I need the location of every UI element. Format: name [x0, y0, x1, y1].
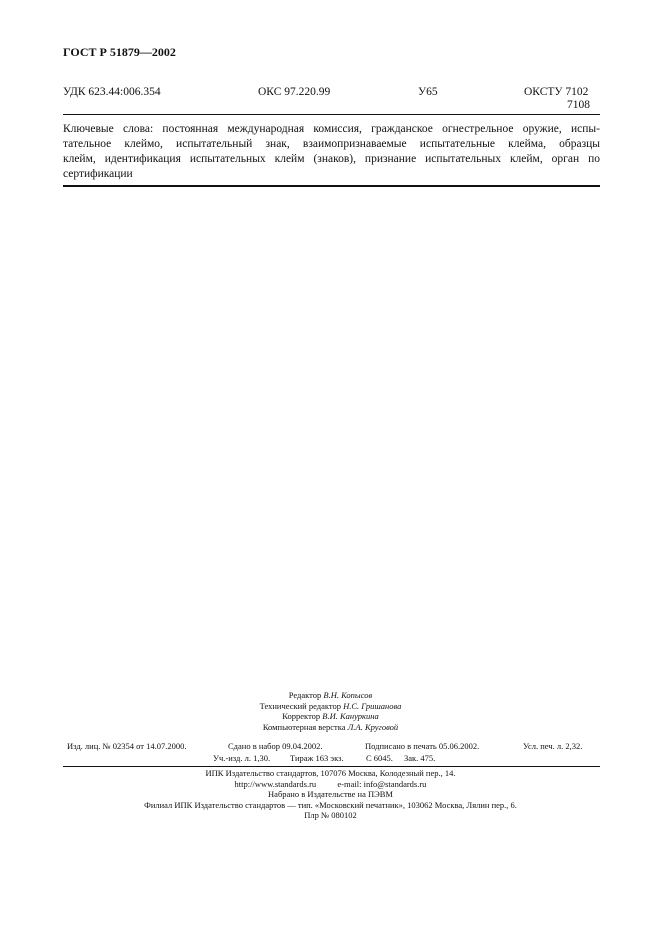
divider-top: [63, 114, 600, 115]
credit-layout: Компьютерная верстка Л.А. Круговой: [262, 721, 399, 732]
udk-code: УДК 623.44:006.354: [63, 86, 161, 98]
keywords-line: тательное клеймо, испытательный знак, взаимопризнаваемые испытательные клейма, образцы: [63, 138, 600, 150]
printer-url: http://www.standards.ru: [234, 778, 317, 789]
divider-bottom: [63, 766, 600, 767]
pub-license: Изд. лиц. № 02354 от 14.07.2000.: [67, 741, 187, 751]
divider-keywords: [63, 185, 600, 187]
printer-contacts: [0, 779, 661, 790]
credit-tech-editor: Технический редактор Н.С. Гришанова: [259, 700, 402, 711]
pub-circulation: Тираж 163 экз.: [290, 753, 344, 763]
pub-signed-date: Подписано в печать 05.06.2002.: [365, 741, 480, 751]
group-code: У65: [418, 86, 438, 98]
okstu-code-1: ОКСТУ 7102: [524, 86, 589, 98]
printer-license: Плр № 080102: [304, 810, 357, 820]
pub-typeset-date: Сдано в набор 09.04.2002.: [228, 741, 323, 751]
credits-block: [0, 690, 661, 732]
okstu-code-2: 7108: [567, 99, 590, 111]
keywords-line: сертификации: [63, 168, 133, 180]
keywords-line: Ключевые слова: постоянная международная комиссия, гражданское огнестрельное оружие, испы-: [63, 123, 600, 135]
credit-corrector: Корректор В.И. Кануркина: [282, 711, 379, 721]
pub-print-sheets: Усл. печ. л. 2,32.: [523, 741, 583, 751]
printer-branch: Филиал ИПК Издательство стандартов — тип. «Московский печатник», 103062 Москва, Лялин пер., 6.: [144, 799, 517, 810]
oks-code: ОКС 97.220.99: [258, 86, 331, 98]
standard-title: ГОСТ Р 51879—2002: [63, 45, 176, 59]
printer-address: ИПК Издательство стандартов, 107076 Москва, Колодезный пер., 14.: [205, 768, 456, 778]
pub-order-number: Зак. 475.: [404, 753, 436, 763]
credit-editor: Редактор В.Н. Копысов: [288, 690, 373, 700]
keywords-block: [63, 122, 600, 182]
printer-block: [0, 768, 661, 821]
printer-email: e-mail: info@standards.ru: [337, 778, 427, 789]
pub-publisher-sheets: Уч.-изд. л. 1,30.: [213, 753, 271, 763]
pub-c-number: С 6045.: [366, 753, 393, 763]
keywords-line: клейм, идентификация испытательных клейм (знаков), признание испытательных клейм, орган по: [63, 153, 600, 165]
printer-typeset-note: Набрано в Издательстве на ПЭВМ: [268, 789, 393, 799]
